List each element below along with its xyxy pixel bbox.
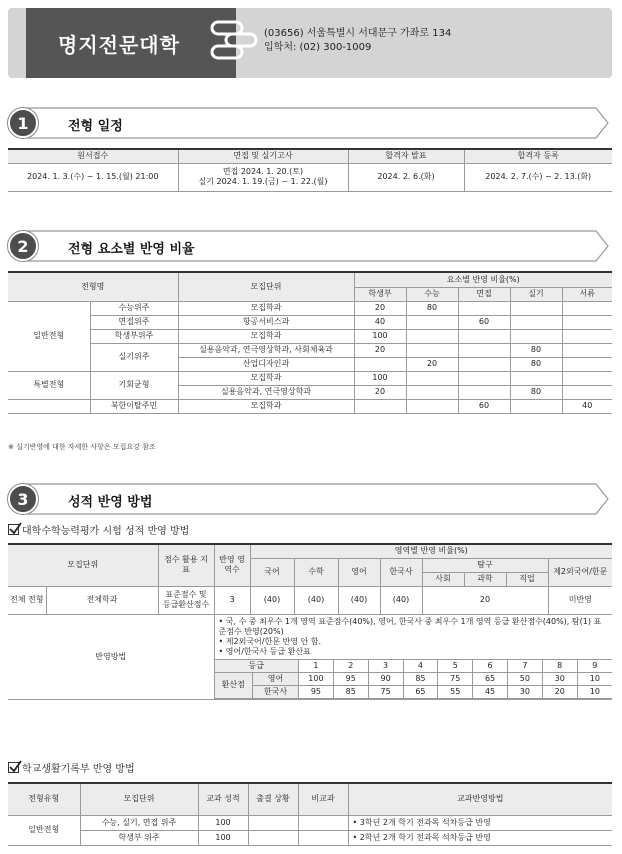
csat-col-header: 제2외국어/한문 [548, 558, 612, 586]
ratio-row [8, 371, 612, 385]
csat-col-header: 국어 [250, 558, 294, 586]
ratio-subtype: 학생부위주 [90, 329, 178, 343]
ratio-value [458, 329, 510, 343]
ratio-col-header: 면접 [458, 287, 510, 301]
csat-method-label: 반영방법 [8, 614, 214, 699]
record-row [8, 830, 612, 845]
ratio-value [458, 343, 510, 357]
ratio-unit: 실용음악과, 연극영상학과, 사회체육과 [178, 343, 354, 357]
college-name: 명지전문대학 [58, 32, 180, 57]
csat-col-header: 탐구 [422, 558, 548, 572]
grade-cell: 1 [299, 659, 334, 672]
csat-method-item: • 국, 수 중 최우수 1개 영역 표준점수(40%), 영어, 한국사 중 최우수 1개 영역 등급 환산점수(40%), 탐(1) 표준점수 반영(20%) [219, 617, 609, 637]
contact-info [264, 27, 451, 55]
hist-label: 한국사 [253, 685, 299, 698]
interview-period [178, 163, 348, 191]
grade-cell: 6 [473, 659, 508, 672]
csat-row-value: (40) [380, 586, 422, 614]
ratio-value: 20 [354, 385, 406, 399]
ratio-subtype: 수능위주 [90, 301, 178, 315]
record-header: 교과반영방법 [348, 783, 612, 815]
csat-method-item: • 제2외국어/한문 반영 안 함. [219, 637, 609, 647]
ratio-value [510, 399, 562, 413]
eng-cell: 90 [368, 672, 403, 685]
ratio-value: 80 [510, 357, 562, 371]
eng-cell: 95 [333, 672, 368, 685]
record-method-text: 2학년 2개 학기 전과목 석차등급 반영 [359, 832, 491, 842]
record-method: • 3학년 2개 학기 전과목 석차등급 반영 [348, 815, 612, 830]
announce-date: 2024. 2. 6.(화) [348, 163, 464, 191]
csat-col-header: 한국사 [380, 558, 422, 586]
ratio-value [458, 371, 510, 385]
ratio-value [510, 301, 562, 315]
checkbox-icon [8, 524, 19, 535]
csat-col-header: 과학 [464, 572, 506, 586]
ratio-value [458, 301, 510, 315]
csat-col-header: 영어 [338, 558, 380, 586]
ratio-value [510, 315, 562, 329]
ratio-row [8, 343, 612, 357]
grade-cell: 7 [507, 659, 542, 672]
section-title: 전형 일정 [68, 119, 123, 134]
schedule-header: 합격자 발표 [348, 149, 464, 163]
eng-cell: 85 [403, 672, 438, 685]
grade-conversion-table [215, 659, 613, 699]
csat-row-value: 미반영 [548, 586, 612, 614]
section-1-heading [8, 106, 612, 140]
chain-link-icon [210, 18, 258, 62]
hist-cell: 45 [473, 685, 508, 698]
ratio-value [562, 315, 612, 329]
ratio-value: 20 [354, 343, 406, 357]
ratio-unit: 모집학과 [178, 301, 354, 315]
record-type: 일반전형 [8, 815, 80, 845]
eng-cell: 50 [507, 672, 542, 685]
ratio-value [354, 399, 406, 413]
eng-cell: 100 [299, 672, 334, 685]
csat-row-unit: 전체학과 [46, 586, 158, 614]
ratio-value [562, 329, 612, 343]
hist-cell: 95 [299, 685, 334, 698]
ratio-value [510, 329, 562, 343]
ratio-value [458, 385, 510, 399]
ratio-row [8, 399, 612, 413]
practical-date: 실기 2024. 1. 19.(금) ~ 1. 22.(월) [198, 177, 328, 186]
eng-cell: 30 [542, 672, 577, 685]
section-title: 전형 요소별 반영 비율 [68, 242, 195, 257]
section-3-heading [8, 482, 612, 516]
csat-col-header: 사회 [422, 572, 464, 586]
record-score: 100 [198, 830, 248, 845]
section-number-badge: 3 [8, 484, 38, 514]
hist-cell: 30 [507, 685, 542, 698]
ratio-col-header: 실기 [510, 287, 562, 301]
ratio-unit: 모집학과 [178, 371, 354, 385]
apply-period: 2024. 1. 3.(수) ~ 1. 15.(월) 21:00 [8, 163, 178, 191]
record-score: 100 [198, 815, 248, 830]
csat-header-score: 점수 활용 지표 [158, 544, 214, 586]
record-method: • 2학년 2개 학기 전과목 석차등급 반영 [348, 830, 612, 845]
ratio-value: 60 [458, 315, 510, 329]
ratio-value [406, 399, 458, 413]
hist-cell: 10 [577, 685, 612, 698]
grade-cell: 8 [542, 659, 577, 672]
ratio-row [8, 315, 612, 329]
ratio-value: 60 [458, 399, 510, 413]
record-header: 비교과 [298, 783, 348, 815]
ratio-subtype: 실기위주 [90, 343, 178, 371]
csat-header-unit: 모집단위 [8, 544, 158, 586]
ratio-value [406, 371, 458, 385]
section-2-heading [8, 229, 612, 263]
csat-col-header: 수학 [294, 558, 338, 586]
grade-cell: 4 [403, 659, 438, 672]
ratio-value: 80 [510, 385, 562, 399]
ratio-value: 80 [510, 343, 562, 357]
section-number-badge: 1 [8, 108, 38, 138]
csat-col-header: 직업 [506, 572, 548, 586]
ratio-value [406, 343, 458, 357]
ratio-value [406, 385, 458, 399]
record-header: 전형유형 [8, 783, 80, 815]
eng-cell: 10 [577, 672, 612, 685]
ratio-note: ※ 실기반영에 대한 자세한 사항은 모집요강 참조 [8, 443, 156, 451]
ratio-unit: 모집학과 [178, 329, 354, 343]
hist-cell: 65 [403, 685, 438, 698]
record-subtitle [8, 760, 135, 775]
csat-method-list [215, 615, 613, 659]
grade-cell: 3 [368, 659, 403, 672]
ratio-value: 100 [354, 329, 406, 343]
ratio-col-header: 수능 [406, 287, 458, 301]
college-name-box [26, 8, 236, 78]
csat-row-value: (40) [250, 586, 294, 614]
csat-row-count: 3 [214, 586, 250, 614]
record-header: 모집단위 [80, 783, 198, 815]
conv-label: 환산점 [215, 672, 253, 698]
ratio-header-group: 요소별 반영 비율(%) [354, 272, 612, 287]
record-unit: 학생부 위주 [80, 830, 198, 845]
section-title: 성적 반영 방법 [68, 495, 153, 510]
record-unit: 수능, 실기, 면접 위주 [80, 815, 198, 830]
ratio-value [354, 357, 406, 371]
csat-header-count: 반영 영역수 [214, 544, 250, 586]
ratio-row [8, 301, 612, 315]
csat-subtitle-text: 대학수학능력평가 시험 성적 반영 방법 [22, 526, 190, 537]
csat-method-cell [214, 614, 612, 699]
ratio-unit: 산업디자인과 [178, 357, 354, 371]
ratio-value: 80 [406, 301, 458, 315]
checkbox-icon [8, 762, 19, 773]
csat-row-type: 전체 전형 [8, 586, 46, 614]
csat-subtitle [8, 522, 189, 537]
ratio-value: 40 [354, 315, 406, 329]
csat-row [8, 586, 612, 614]
ratio-value [562, 357, 612, 371]
ratio-header-unit: 모집단위 [178, 272, 354, 301]
csat-row-value: 20 [422, 586, 548, 614]
schedule-header: 원서접수 [8, 149, 178, 163]
eng-cell: 65 [473, 672, 508, 685]
ratio-row [8, 329, 612, 343]
hist-cell: 75 [368, 685, 403, 698]
ratio-value [406, 329, 458, 343]
record-header: 교과 성적 [198, 783, 248, 815]
record-subtitle-text: 학교생활기록부 반영 방법 [22, 764, 135, 775]
phone-text: 입학처: (02) 300-1009 [264, 42, 372, 53]
hist-cell: 20 [542, 685, 577, 698]
schedule-table [8, 148, 612, 192]
grade-cell: 9 [577, 659, 612, 672]
ratio-subtype: 북한이탈주민 [90, 399, 178, 413]
csat-method-item: • 영어/한국사 등급 환산표 [219, 647, 609, 657]
csat-row-value: (40) [294, 586, 338, 614]
ratio-subtype: 기회균형 [90, 371, 178, 399]
ratio-value [406, 315, 458, 329]
ratio-value [510, 371, 562, 385]
eng-label: 영어 [253, 672, 299, 685]
csat-table [8, 543, 612, 700]
schedule-header: 면접 및 실기고사 [178, 149, 348, 163]
csat-row-value: (40) [338, 586, 380, 614]
csat-method-row [8, 614, 612, 699]
eng-cell: 75 [438, 672, 473, 685]
hist-cell: 55 [438, 685, 473, 698]
ratio-value: 20 [354, 301, 406, 315]
hist-cell: 85 [333, 685, 368, 698]
grade-cell: 2 [333, 659, 368, 672]
record-row [8, 815, 612, 830]
record-method-text: 3학년 2개 학기 전과목 석차등급 반영 [359, 817, 491, 827]
interview-date: 면접 2024. 1. 20.(토) [222, 167, 304, 176]
register-period: 2024. 2. 7.(수) ~ 2. 13.(화) [464, 163, 612, 191]
grade-label: 등급 [215, 659, 299, 672]
ratio-table [8, 271, 612, 414]
ratio-value [562, 301, 612, 315]
record-header: 출결 상황 [248, 783, 298, 815]
schedule-header: 합격자 등록 [464, 149, 612, 163]
record-table [8, 782, 612, 846]
ratio-col-header: 서류 [562, 287, 612, 301]
ratio-value [562, 343, 612, 357]
ratio-type-general: 일반전형 [8, 301, 90, 371]
ratio-value: 40 [562, 399, 612, 413]
ratio-value: 20 [406, 357, 458, 371]
ratio-unit: 실용음악과, 연극영상학과 [178, 385, 354, 399]
ratio-header-type: 전형명 [8, 272, 178, 301]
csat-header-group: 영역별 반영 비율(%) [250, 544, 612, 558]
ratio-value [458, 357, 510, 371]
ratio-col-header: 학생부 [354, 287, 406, 301]
csat-row-score: 표준점수 및 등급환산점수 [158, 586, 214, 614]
ratio-value [562, 385, 612, 399]
grade-cell: 5 [438, 659, 473, 672]
ratio-subtype: 면접위주 [90, 315, 178, 329]
ratio-value: 100 [354, 371, 406, 385]
section-number-badge: 2 [8, 231, 38, 261]
ratio-type-special: 특별전형 [8, 371, 90, 399]
address-text: (03656) 서울특별시 서대문구 가좌로 134 [264, 28, 452, 39]
ratio-value [562, 371, 612, 385]
ratio-unit: 항공서비스과 [178, 315, 354, 329]
ratio-unit: 모집학과 [178, 399, 354, 413]
